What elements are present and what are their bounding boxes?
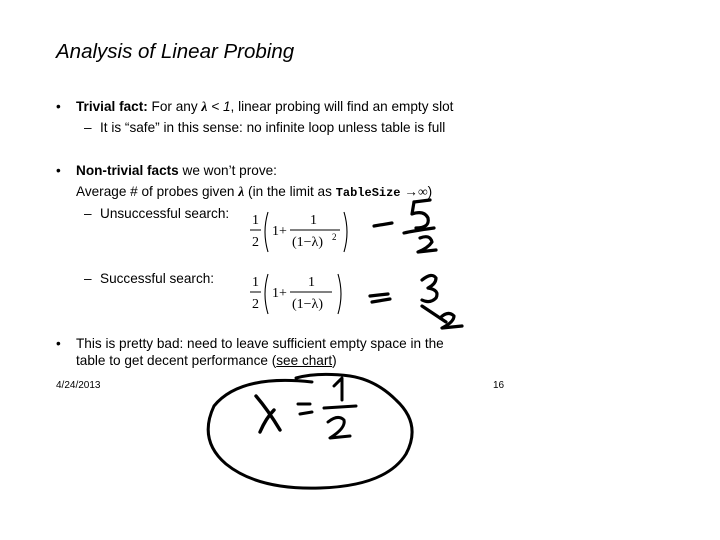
unsuccessful-formula	[248, 208, 358, 256]
svg-text:1: 1	[308, 275, 315, 290]
bullet-trivial-fact: Trivial fact: For any λ < 1, linear probing will find an empty slot	[76, 99, 454, 114]
sub-dash-3: –	[84, 271, 92, 286]
svg-text:(1−λ): (1−λ)	[292, 297, 324, 312]
handwritten-answer-5-over-2	[370, 196, 460, 256]
handwritten-answer-3-over-2	[366, 268, 466, 338]
svg-text:1: 1	[252, 275, 259, 290]
trivial-fact-label: Trivial fact:	[76, 99, 148, 114]
handwritten-lambda-circle	[200, 360, 430, 500]
lambda-symbol: λ	[201, 99, 208, 114]
bullet-marker-1: •	[56, 99, 61, 114]
unsuccessful-search-label: Unsuccessful search:	[100, 206, 230, 221]
tablesize-code: TableSize	[335, 186, 401, 200]
successful-search-label: Successful search:	[100, 271, 215, 286]
bullet-pretty-bad-line2: table to get decent performance (see chart)	[76, 353, 337, 368]
footer-date: 4/24/2013	[56, 380, 101, 391]
sub-dash-1: –	[84, 120, 92, 135]
bullet-nontrivial-facts: Non-trivial facts we won’t prove:	[76, 163, 277, 178]
bullet-marker-2: •	[56, 163, 61, 178]
successful-formula	[248, 270, 358, 318]
svg-text:1: 1	[310, 213, 317, 228]
bullet-marker-3: •	[56, 336, 61, 351]
see-chart-link[interactable]: see chart	[276, 353, 333, 368]
lambda-symbol-2: λ	[238, 184, 245, 199]
infinity-symbol: ∞	[417, 184, 428, 199]
sub-dash-2: –	[84, 206, 92, 221]
trivial-fact-subpoint: It is “safe” in this sense: no infinite loop unless table is full	[100, 120, 446, 135]
bullet-pretty-bad-line1: This is pretty bad: need to leave sufficient empty space in the	[76, 336, 444, 351]
slide-number: 16	[493, 380, 505, 391]
svg-text:1+: 1+	[272, 224, 287, 239]
average-probes-line: Average # of probes given λ (in the limit as TableSize →∞)	[76, 184, 433, 200]
svg-text:2: 2	[252, 297, 259, 312]
svg-text:2: 2	[332, 232, 337, 242]
svg-text:(1−λ): (1−λ)	[292, 235, 324, 250]
svg-text:1: 1	[252, 213, 259, 228]
slide-title: Analysis of Linear Probing	[56, 40, 295, 63]
svg-text:2: 2	[252, 235, 259, 250]
nontrivial-label: Non-trivial facts	[76, 163, 179, 178]
svg-text:1+: 1+	[272, 286, 287, 301]
